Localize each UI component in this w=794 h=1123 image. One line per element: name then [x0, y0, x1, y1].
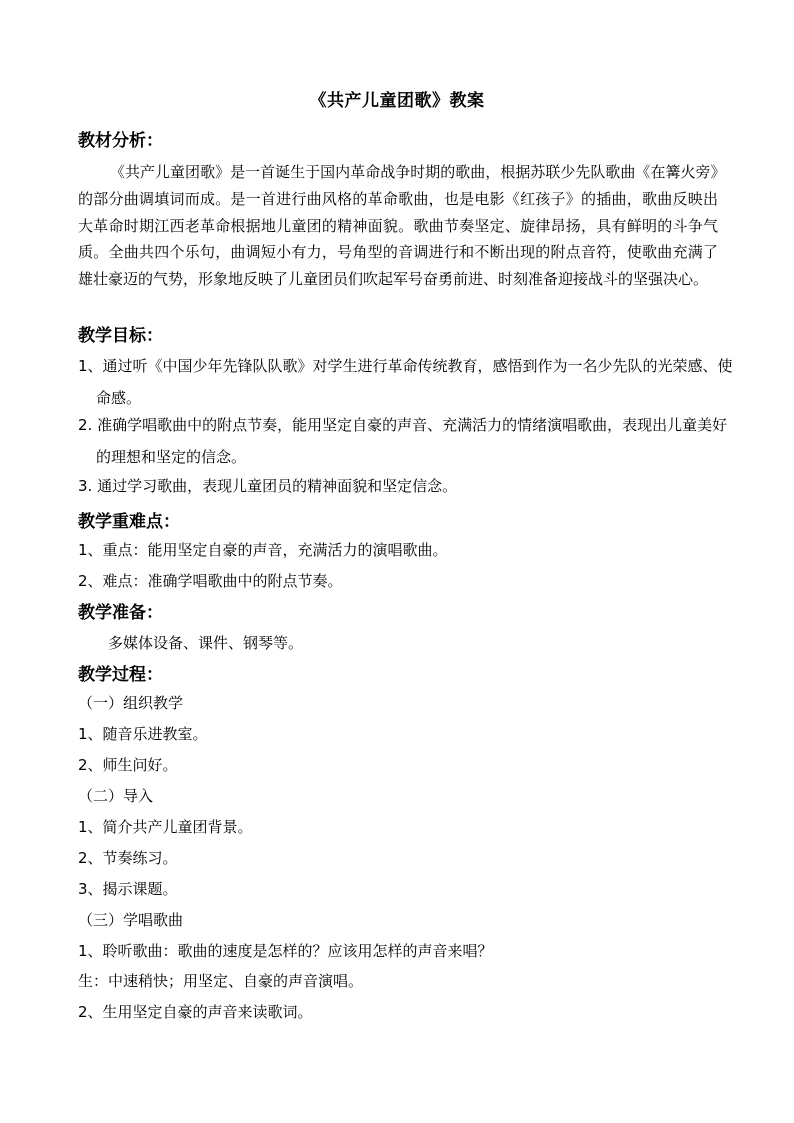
goals-heading: 教学目标：: [78, 326, 163, 346]
prep-text: 多媒体设备、课件、钢琴等。: [108, 634, 304, 652]
goal-item-3: 3. 通过学习歌曲，表现儿童团员的精神面貌和坚定信念。: [78, 477, 458, 495]
process-line: 2、师生问好。: [78, 756, 178, 774]
process-line: 2、节奏练习。: [78, 849, 178, 867]
process-line: 3、揭示课题。: [78, 880, 178, 898]
key-point-2: 2、难点：准确学唱歌曲中的附点节奏。: [78, 572, 343, 590]
process-heading: 教学过程：: [78, 665, 163, 685]
goal-item-2: 2. 准确学唱歌曲中的附点节奏，能用坚定自豪的声音、充满活力的情绪演唱歌曲，表现出儿童美好的理想和坚定的信念。: [78, 416, 728, 466]
analysis-paragraph: 《共产儿童团歌》是一首诞生于国内革命战争时期的歌曲，根据苏联少先队歌曲《在篝火旁》的部分曲调填词而成。是一首进行曲风格的革命歌曲，也是电影《红孩子》的插曲，歌曲反映出大革命时期江西老革命根据地儿童团的精神面貌。歌曲节奏坚定、旋律昂扬，具有鲜明的斗争气质。全曲共四个乐句，曲调短小有力，号角型的音调进行和不断出现的附点音符，使歌曲充满了雄壮豪迈的气势，形象地反映了儿童团员们吹起军号奋勇前进、时刻准备迎接战斗的坚强决心。: [78, 163, 718, 289]
process-line: （一）组织教学: [78, 694, 184, 712]
process-line: 1、随音乐进教室。: [78, 725, 208, 743]
process-line: （三）学唱歌曲: [78, 911, 184, 929]
process-line: （二）导入: [78, 787, 154, 805]
process-line: 生：中速稍快；用坚定、自豪的声音演唱。: [78, 972, 364, 990]
analysis-heading: 教材分析：: [78, 131, 163, 151]
process-line: 1、聆听歌曲：歌曲的速度是怎样的？应该用怎样的声音来唱？: [78, 942, 493, 960]
process-line: 1、简介共产儿童团背景。: [78, 818, 253, 836]
document-title: 《共产儿童团歌》教案: [309, 91, 485, 111]
prep-heading: 教学准备：: [78, 603, 163, 623]
goal-item-1: 1、通过听《中国少年先锋队队歌》对学生进行革命传统教育，感悟到作为一名少先队的光荣感、使命感。: [78, 357, 733, 407]
key-points-heading: 教学重难点：: [78, 512, 180, 532]
key-point-1: 1、重点：能用坚定自豪的声音，充满活力的演唱歌曲。: [78, 541, 448, 559]
process-line: 2、生用坚定自豪的声音来读歌词。: [78, 1003, 313, 1021]
